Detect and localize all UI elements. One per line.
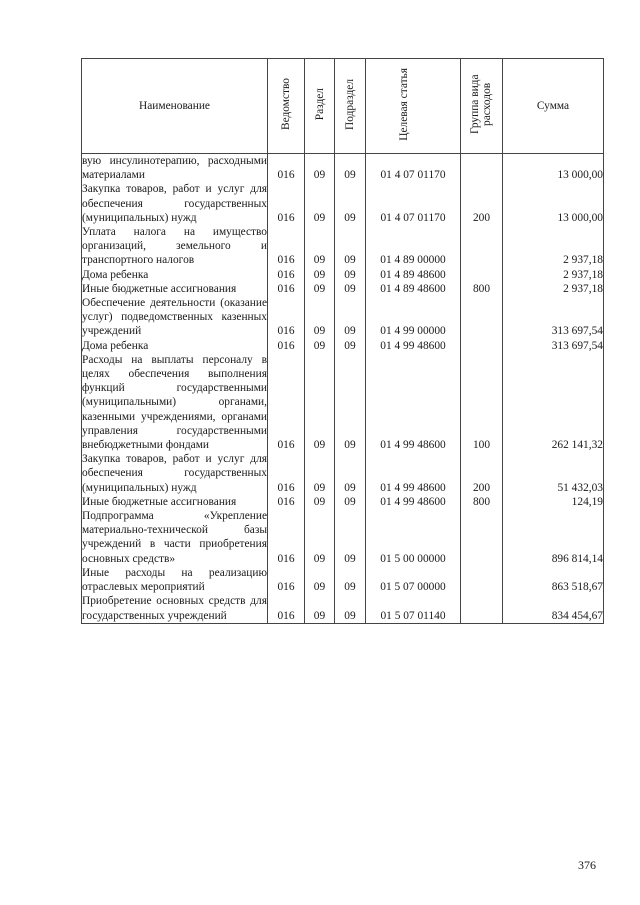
cell-vedomstvo: 016 xyxy=(268,339,305,353)
cell-target-article: 01 4 99 48600 xyxy=(366,452,461,495)
page-number: 376 xyxy=(578,858,596,872)
cell-expense-group xyxy=(461,154,503,183)
cell-target-article: 01 4 99 48600 xyxy=(366,339,461,353)
cell-name: Иные бюджетные ассигнования xyxy=(82,495,268,509)
cell-podrazdel: 09 xyxy=(335,282,366,296)
header-expense-group: Группа вида расходов xyxy=(461,59,503,154)
cell-vedomstvo: 016 xyxy=(268,296,305,339)
cell-sum: 13 000,00 xyxy=(503,154,604,183)
table-header-row xyxy=(82,59,604,154)
cell-podrazdel: 09 xyxy=(335,154,366,183)
cell-podrazdel: 09 xyxy=(335,495,366,509)
cell-target-article: 01 4 89 48600 xyxy=(366,268,461,282)
cell-target-article: 01 4 89 00000 xyxy=(366,225,461,268)
cell-razdel: 09 xyxy=(305,339,335,353)
cell-podrazdel: 09 xyxy=(335,268,366,282)
cell-vedomstvo: 016 xyxy=(268,594,305,623)
cell-expense-group xyxy=(461,594,503,623)
cell-vedomstvo: 016 xyxy=(268,353,305,452)
cell-vedomstvo: 016 xyxy=(268,452,305,495)
cell-razdel: 09 xyxy=(305,225,335,268)
cell-podrazdel: 09 xyxy=(335,182,366,225)
cell-podrazdel: 09 xyxy=(335,509,366,566)
cell-name: Дома ребенка xyxy=(82,268,268,282)
cell-sum: 2 937,18 xyxy=(503,268,604,282)
cell-target-article: 01 4 99 48600 xyxy=(366,353,461,452)
cell-name: Приобретение основных средств для государственных учреждений xyxy=(82,595,267,622)
cell-sum: 313 697,54 xyxy=(503,339,604,353)
cell-target-article: 01 4 99 00000 xyxy=(366,296,461,339)
cell-vedomstvo: 016 xyxy=(268,282,305,296)
cell-name: Иные бюджетные ассигнования xyxy=(82,282,268,296)
cell-sum: 51 432,03 xyxy=(503,452,604,495)
cell-expense-group: 800 xyxy=(461,282,503,296)
table-body xyxy=(82,154,604,624)
cell-expense-group: 800 xyxy=(461,495,503,509)
cell-razdel: 09 xyxy=(305,296,335,339)
cell-name: Иные расходы на реализацию отраслевых мероприятий xyxy=(82,566,267,594)
cell-name: Обеспечение деятельности (оказание услуг) подведомственных казенных учреждений xyxy=(82,297,267,338)
cell-name: Расходы на выплаты персоналу в целях обеспечения выполнения функций государственными (муниципальными) органами, казенными учреждениями, органами управления государственными внебюджетными фондами xyxy=(82,353,267,452)
cell-razdel: 09 xyxy=(305,268,335,282)
cell-expense-group xyxy=(461,339,503,353)
cell-podrazdel: 09 xyxy=(335,452,366,495)
cell-name: вую инсулинотерапию, расходными материалами xyxy=(82,155,267,182)
cell-name: Дома ребенка xyxy=(82,339,268,353)
table-row xyxy=(82,225,604,268)
cell-expense-group: 100 xyxy=(461,353,503,452)
cell-podrazdel: 09 xyxy=(335,594,366,623)
cell-razdel: 09 xyxy=(305,566,335,594)
cell-sum: 834 454,67 xyxy=(503,594,604,623)
cell-expense-group xyxy=(461,225,503,268)
cell-sum: 262 141,32 xyxy=(503,353,604,452)
cell-razdel: 09 xyxy=(305,154,335,183)
cell-vedomstvo: 016 xyxy=(268,225,305,268)
cell-razdel: 09 xyxy=(305,594,335,623)
table-row xyxy=(82,154,604,183)
cell-name: Подпрограмма «Укрепление материально-технической базы учреждений в части приобретения основных средств» xyxy=(82,510,267,565)
cell-podrazdel: 09 xyxy=(335,225,366,268)
cell-name: Закупка товаров, работ и услуг для обеспечения государственных (муниципальных) нужд xyxy=(82,453,267,494)
budget-table xyxy=(81,58,604,624)
table-row xyxy=(82,268,604,282)
cell-sum: 2 937,18 xyxy=(503,282,604,296)
cell-podrazdel: 09 xyxy=(335,353,366,452)
cell-sum: 2 937,18 xyxy=(503,225,604,268)
table-row xyxy=(82,495,604,509)
cell-target-article: 01 5 07 00000 xyxy=(366,566,461,594)
cell-sum: 863 518,67 xyxy=(503,566,604,594)
table-row xyxy=(82,509,604,566)
cell-sum: 13 000,00 xyxy=(503,182,604,225)
cell-vedomstvo: 016 xyxy=(268,509,305,566)
cell-target-article: 01 4 07 01170 xyxy=(366,182,461,225)
cell-target-article: 01 4 99 48600 xyxy=(366,495,461,509)
cell-sum: 124,19 xyxy=(503,495,604,509)
cell-razdel: 09 xyxy=(305,509,335,566)
cell-vedomstvo: 016 xyxy=(268,268,305,282)
header-name: Наименование xyxy=(82,59,268,154)
cell-vedomstvo: 016 xyxy=(268,154,305,183)
table-row xyxy=(82,339,604,353)
cell-target-article: 01 4 89 48600 xyxy=(366,282,461,296)
cell-razdel: 09 xyxy=(305,353,335,452)
cell-sum: 313 697,54 xyxy=(503,296,604,339)
header-target-article: Целевая статья xyxy=(366,59,461,154)
cell-target-article: 01 5 00 00000 xyxy=(366,509,461,566)
cell-podrazdel: 09 xyxy=(335,339,366,353)
cell-expense-group: 200 xyxy=(461,182,503,225)
cell-target-article: 01 5 07 01140 xyxy=(366,594,461,623)
cell-name: Уплата налога на имущество организаций, земельного и транспортного налогов xyxy=(82,226,267,267)
cell-razdel: 09 xyxy=(305,495,335,509)
cell-expense-group: 200 xyxy=(461,452,503,495)
header-vedomstvo: Ведомство xyxy=(268,59,305,154)
header-podrazdel: Подраздел xyxy=(335,59,366,154)
cell-expense-group xyxy=(461,268,503,282)
cell-podrazdel: 09 xyxy=(335,296,366,339)
cell-podrazdel: 09 xyxy=(335,566,366,594)
cell-vedomstvo: 016 xyxy=(268,566,305,594)
cell-razdel: 09 xyxy=(305,452,335,495)
cell-name: Закупка товаров, работ и услуг для обеспечения государственных (муниципальных) нужд xyxy=(82,183,267,224)
table-row xyxy=(82,182,604,225)
table-row xyxy=(82,452,604,495)
cell-expense-group xyxy=(461,296,503,339)
header-sum: Сумма xyxy=(503,59,604,154)
table-row xyxy=(82,282,604,296)
cell-razdel: 09 xyxy=(305,182,335,225)
cell-vedomstvo: 016 xyxy=(268,495,305,509)
cell-expense-group xyxy=(461,566,503,594)
cell-sum: 896 814,14 xyxy=(503,509,604,566)
table-row xyxy=(82,353,604,452)
cell-vedomstvo: 016 xyxy=(268,182,305,225)
table-row xyxy=(82,594,604,623)
cell-target-article: 01 4 07 01170 xyxy=(366,154,461,183)
table-row xyxy=(82,566,604,594)
cell-expense-group xyxy=(461,509,503,566)
header-razdel: Раздел xyxy=(305,59,335,154)
table-row xyxy=(82,296,604,339)
cell-razdel: 09 xyxy=(305,282,335,296)
